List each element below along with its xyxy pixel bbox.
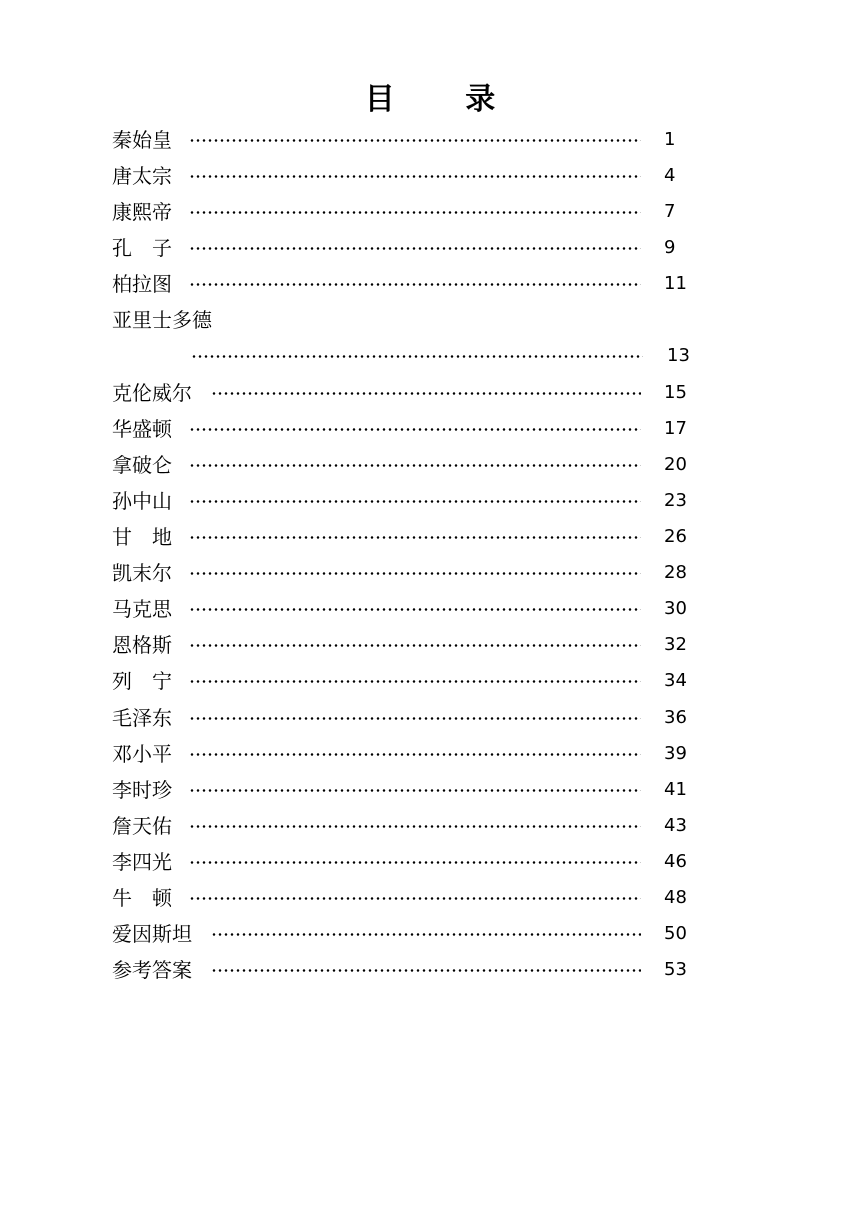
entry-name: 甘 地 [112,525,172,550]
entry-name: 柏拉图 [112,272,172,297]
toc-entry[interactable] [112,808,692,844]
entry-name: 参考答案 [112,958,192,983]
dot-leader [189,247,641,250]
entry-page-number: 17 [664,417,687,439]
entry-page-number: 46 [664,850,687,872]
table-of-contents [112,122,692,988]
dot-leader [189,500,641,503]
toc-entry[interactable] [112,230,692,266]
dot-leader [211,933,641,936]
entry-page-number: 41 [664,778,687,800]
toc-entry[interactable] [112,772,692,808]
entry-name: 毛泽东 [112,705,172,730]
entry-name: 孔 子 [112,236,172,261]
entry-page-number: 39 [664,742,687,764]
dot-leader [189,644,641,647]
toc-entry[interactable] [112,375,692,411]
toc-entry[interactable] [112,663,692,699]
entry-page-number: 7 [664,201,676,223]
toc-entry[interactable] [112,700,692,736]
entry-name: 詹天佑 [112,813,172,838]
dot-leader [189,717,641,720]
entry-page-number: 11 [664,273,687,295]
entry-name: 克伦威尔 [112,380,192,405]
entry-name: 列 宁 [112,669,172,694]
entry-page-number: 9 [664,237,676,259]
entry-page-number: 32 [664,634,687,656]
dot-leader [189,464,641,467]
toc-entry[interactable] [112,447,692,483]
toc-entry[interactable] [112,591,692,627]
dot-leader [189,861,641,864]
page-title: 目 录 [364,82,526,117]
entry-name: 孙中山 [112,488,172,513]
toc-entry[interactable] [112,519,692,555]
toc-entry[interactable] [112,916,692,952]
entry-page-number: 43 [664,814,687,836]
dot-leader [189,753,641,756]
entry-name: 恩格斯 [112,633,172,658]
entry-name: 华盛顿 [112,416,172,441]
entry-name: 李时珍 [112,777,172,802]
dot-leader [189,680,641,683]
entry-page-number: 34 [664,670,687,692]
toc-entry[interactable] [112,158,692,194]
entry-page-number: 26 [664,526,687,548]
entry-page-number: 4 [664,165,676,187]
entry-name: 爱因斯坦 [112,922,192,947]
entry-page-number: 48 [664,886,687,908]
entry-name: 拿破仑 [112,452,172,477]
entry-name: 李四光 [112,849,172,874]
dot-leader [211,392,641,395]
toc-entry[interactable] [112,194,692,230]
entry-name: 牛 顿 [112,885,172,910]
entry-page-number: 50 [664,923,687,945]
toc-entry[interactable] [112,627,692,663]
entry-page-number: 23 [664,489,687,511]
entry-name: 唐太宗 [112,164,172,189]
entry-page-number: 13 [667,345,690,367]
toc-entry[interactable] [112,266,692,302]
dot-leader [189,897,641,900]
toc-entry[interactable] [112,411,692,447]
entry-page-number: 36 [664,706,687,728]
dot-leader [189,572,641,575]
dot-leader [189,211,641,214]
toc-entry[interactable] [112,483,692,519]
entry-page-number: 20 [664,453,687,475]
entry-name: 秦始皇 [112,128,172,152]
dot-leader [189,175,641,178]
dot-leader [189,825,641,828]
dot-leader [189,139,641,142]
entry-name: 马克思 [112,597,172,622]
toc-entry[interactable] [112,302,692,374]
entry-page-number: 15 [664,381,687,403]
entry-name: 康熙帝 [112,200,172,225]
dot-leader [189,608,641,611]
entry-page-number: 1 [664,129,676,150]
toc-entry[interactable] [112,122,692,158]
entry-page-number: 30 [664,598,687,620]
entry-name: 凯末尔 [112,561,172,586]
entry-name: 亚里士多德 [112,308,212,333]
dot-leader [191,355,643,358]
toc-entry[interactable] [112,952,692,988]
toc-entry[interactable] [112,736,692,772]
toc-entry[interactable] [112,844,692,880]
dot-leader [189,283,641,286]
dot-leader [189,428,641,431]
toc-entry[interactable] [112,880,692,916]
dot-leader [211,969,641,972]
dot-leader [189,789,641,792]
entry-page-number: 53 [664,959,687,981]
dot-leader [189,536,641,539]
toc-entry[interactable] [112,555,692,591]
entry-page-number: 28 [664,562,687,584]
entry-name: 邓小平 [112,741,172,766]
